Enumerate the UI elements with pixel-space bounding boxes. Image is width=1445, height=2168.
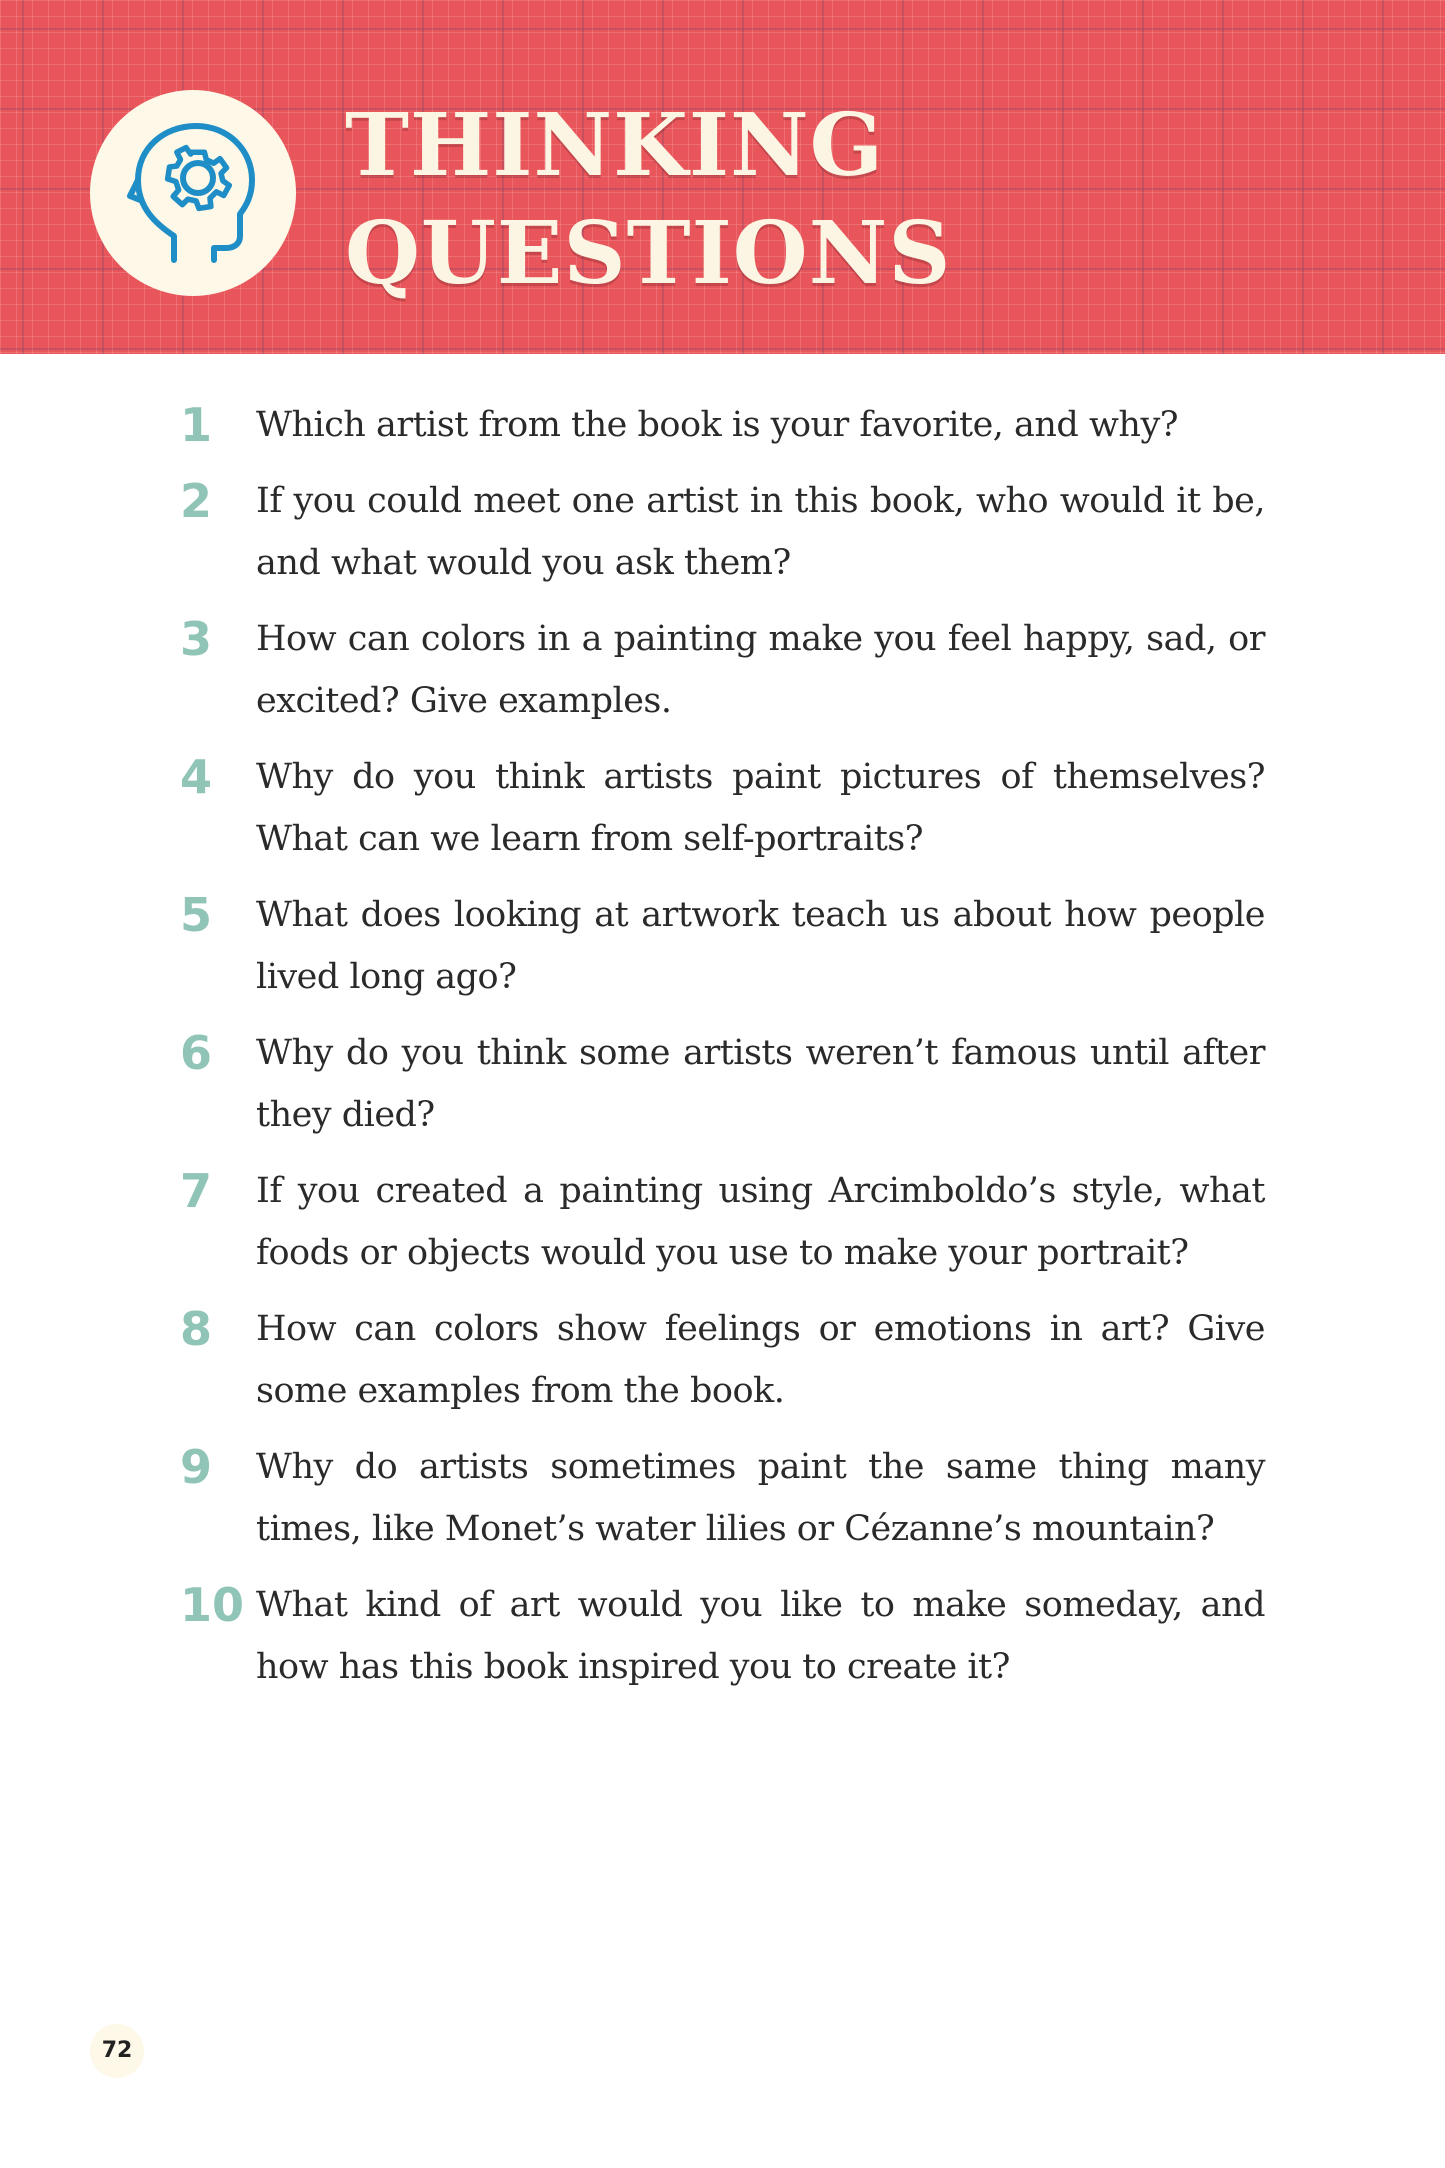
question-item (180, 470, 1265, 594)
question-number: 6 (180, 1026, 213, 1080)
head-gear-icon (126, 120, 260, 266)
question-item (180, 1574, 1265, 1698)
question-text: If you could meet one artist in this book, who would it be, and what would you ask them? (256, 481, 1265, 583)
question-item (180, 1160, 1265, 1284)
page-title (345, 92, 951, 308)
title-line-2: QUESTIONS (345, 203, 952, 304)
question-number: 2 (180, 474, 213, 528)
question-text: Why do artists sometimes paint the same thing many times, like Monet’s water lilies or Cézanne’s mountain? (256, 1447, 1265, 1549)
question-item (180, 1436, 1265, 1560)
question-number: 3 (180, 612, 213, 666)
question-item (180, 394, 1265, 456)
title-line-1: THINKING (345, 95, 885, 196)
question-number: 10 (180, 1578, 245, 1632)
question-item (180, 1298, 1265, 1422)
header-badge (90, 90, 296, 296)
question-text: What does looking at artwork teach us about how people lived long ago? (256, 895, 1265, 997)
question-number: 5 (180, 888, 213, 942)
question-number: 8 (180, 1302, 213, 1356)
question-item (180, 746, 1265, 870)
question-number: 7 (180, 1164, 213, 1218)
question-text: How can colors in a painting make you feel happy, sad, or excited? Give examples. (256, 619, 1265, 721)
question-number: 1 (180, 398, 213, 452)
question-number: 4 (180, 750, 213, 804)
page-number: 72 (90, 2024, 144, 2078)
question-number: 9 (180, 1440, 213, 1494)
question-item (180, 1022, 1265, 1146)
question-text: What kind of art would you like to make someday, and how has this book inspired you to create it? (256, 1585, 1265, 1687)
header-banner (0, 0, 1445, 354)
question-item (180, 884, 1265, 1008)
questions-list (180, 394, 1265, 1712)
question-item (180, 608, 1265, 732)
question-text: Why do you think some artists weren’t famous until after they died? (256, 1033, 1265, 1135)
question-text: Which artist from the book is your favorite, and why? (256, 405, 1179, 445)
question-text: How can colors show feelings or emotions in art? Give some examples from the book. (256, 1309, 1265, 1411)
question-text: If you created a painting using Arcimboldo’s style, what foods or objects would you use to make your portrait? (256, 1171, 1265, 1273)
question-text: Why do you think artists paint pictures of themselves? What can we learn from self-portraits? (256, 757, 1265, 859)
